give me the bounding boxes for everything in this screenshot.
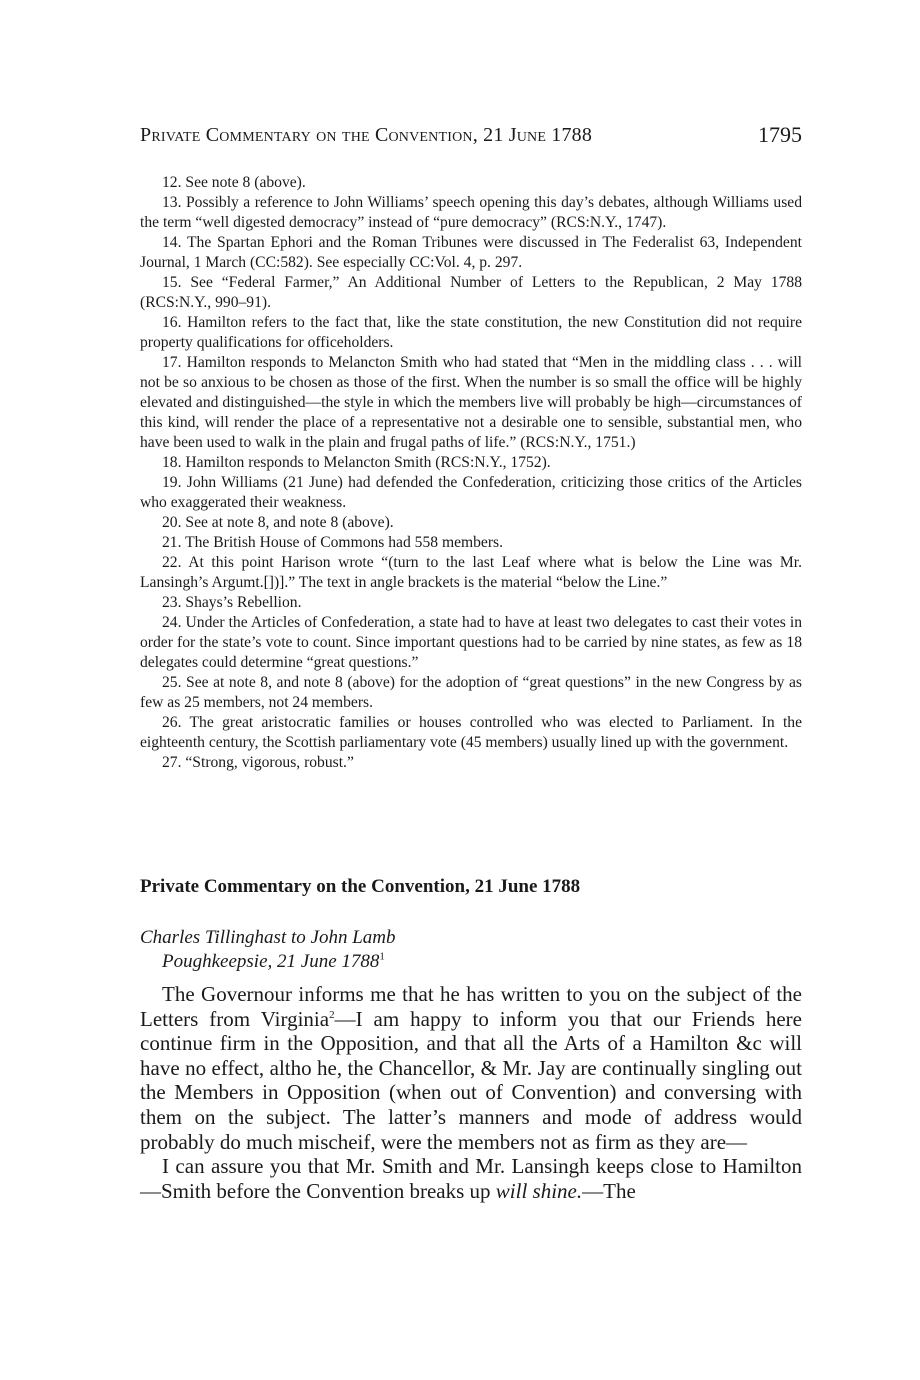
note-25: 25. See at note 8, and note 8 (above) for the adoption of “great questions” in the new Congress by as few as 25 members, not 24 members. <box>140 674 802 711</box>
page-number: 1795 <box>758 122 802 147</box>
letter-paragraph: I can assure you that Mr. Smith and Mr. Lansingh keeps close to Hamilton—Smith before the Convention breaks up will shine.—The <box>140 1154 802 1203</box>
page-header <box>140 124 802 150</box>
note-23: 23. Shays’s Rebellion. <box>162 594 302 611</box>
note-22: 22. At this point Harison wrote “(turn to the last Leaf where what is below the Line was Mr. Lansingh’s Argumt.[])].” The text in angle brackets is the material “below the Line.” <box>140 554 802 591</box>
note-16: 16. Hamilton refers to the fact that, like the state constitution, the new Constitution did not require property qualifications for officeholders. <box>140 314 802 351</box>
note-19: 19. John Williams (21 June) had defended the Confederation, criticizing those critics of the Articles who exaggerated their weakness. <box>140 474 802 511</box>
note-14: 14. The Spartan Ephori and the Roman Tribunes were discussed in The Federalist 63, Independent Journal, 1 March (CC:582). See especially CC:Vol. 4, p. 297. <box>140 234 802 271</box>
note-18: 18. Hamilton responds to Melancton Smith (RCS:N.Y., 1752). <box>162 454 551 471</box>
note-21: 21. The British House of Commons had 558 members. <box>162 534 504 551</box>
section-title: Private Commentary on the Convention, 21 June 1788 <box>140 876 581 897</box>
letter-correspondents: Charles Tillinghast to John Lamb <box>140 927 396 948</box>
note-15: 15. See “Federal Farmer,” An Additional Number of Letters to the Republican, 2 May 1788 (RCS:N.Y., 990–91). <box>140 274 802 311</box>
letter-body <box>140 982 802 1203</box>
note-27: 27. “Strong, vigorous, robust.” <box>162 754 354 771</box>
note-17: 17. Hamilton responds to Melancton Smith who had stated that “Men in the middling class . . . will not be so anxious to be chosen as those of the first. When the number is so small the office will be highly elevated and distinguished—the style in which the members live will probably be high—circumstances of this kind, will render the place of a representative not a desirable one to sensible, substantial men, who have been used to walk in the plain and frugal paths of life.” (RCS:N.Y., 1751.) <box>140 354 802 451</box>
footnote-marker: 1 <box>379 950 385 963</box>
footnote-marker: 2 <box>329 1008 335 1021</box>
endnotes <box>140 173 802 773</box>
note-24: 24. Under the Articles of Confederation, a state had to have at least two delegates to cast their votes in order for the state’s vote to count. Since important questions had to be carried by nine states, as few as 18 delegates could determine “great questions.” <box>140 614 802 671</box>
running-head: Private Commentary on the Convention, 21 June 1788 <box>140 124 593 146</box>
letter-heading <box>140 926 802 974</box>
note-13: 13. Possibly a reference to John Williams’ speech opening this day’s debates, although Williams used the term “well digested democracy” instead of “pure democracy” (RCS:N.Y., 1747). <box>140 194 802 231</box>
letter-place-date: Poughkeepsie, 21 June 1788$^1$ <box>162 950 385 972</box>
note-26: 26. The great aristocratic families or houses controlled who was elected to Parliament. In the eighteenth century, the Scottish parliamentary vote (45 members) usually lined up with the government. <box>140 714 802 751</box>
letter-paragraph: The Governour informs me that he has written to you on the subject of the Letters from Virginia$^2$—I am happy to inform you that our Friends here continue firm in the Opposition, and that all the Arts of a Hamilton &c will have no effect, altho he, the Chancellor, & Mr. Jay are continually singling out the Members in Opposition (when out of Convention) and conversing with them on the subject. The latter’s manners and mode of address would probably do much mischeif, were the members not as firm as they are— <box>140 982 802 1154</box>
emphasized-text: will shine. <box>495 1178 583 1203</box>
note-20: 20. See at note 8, and note 8 (above). <box>162 514 394 531</box>
note-12: 12. See note 8 (above). <box>162 174 306 191</box>
